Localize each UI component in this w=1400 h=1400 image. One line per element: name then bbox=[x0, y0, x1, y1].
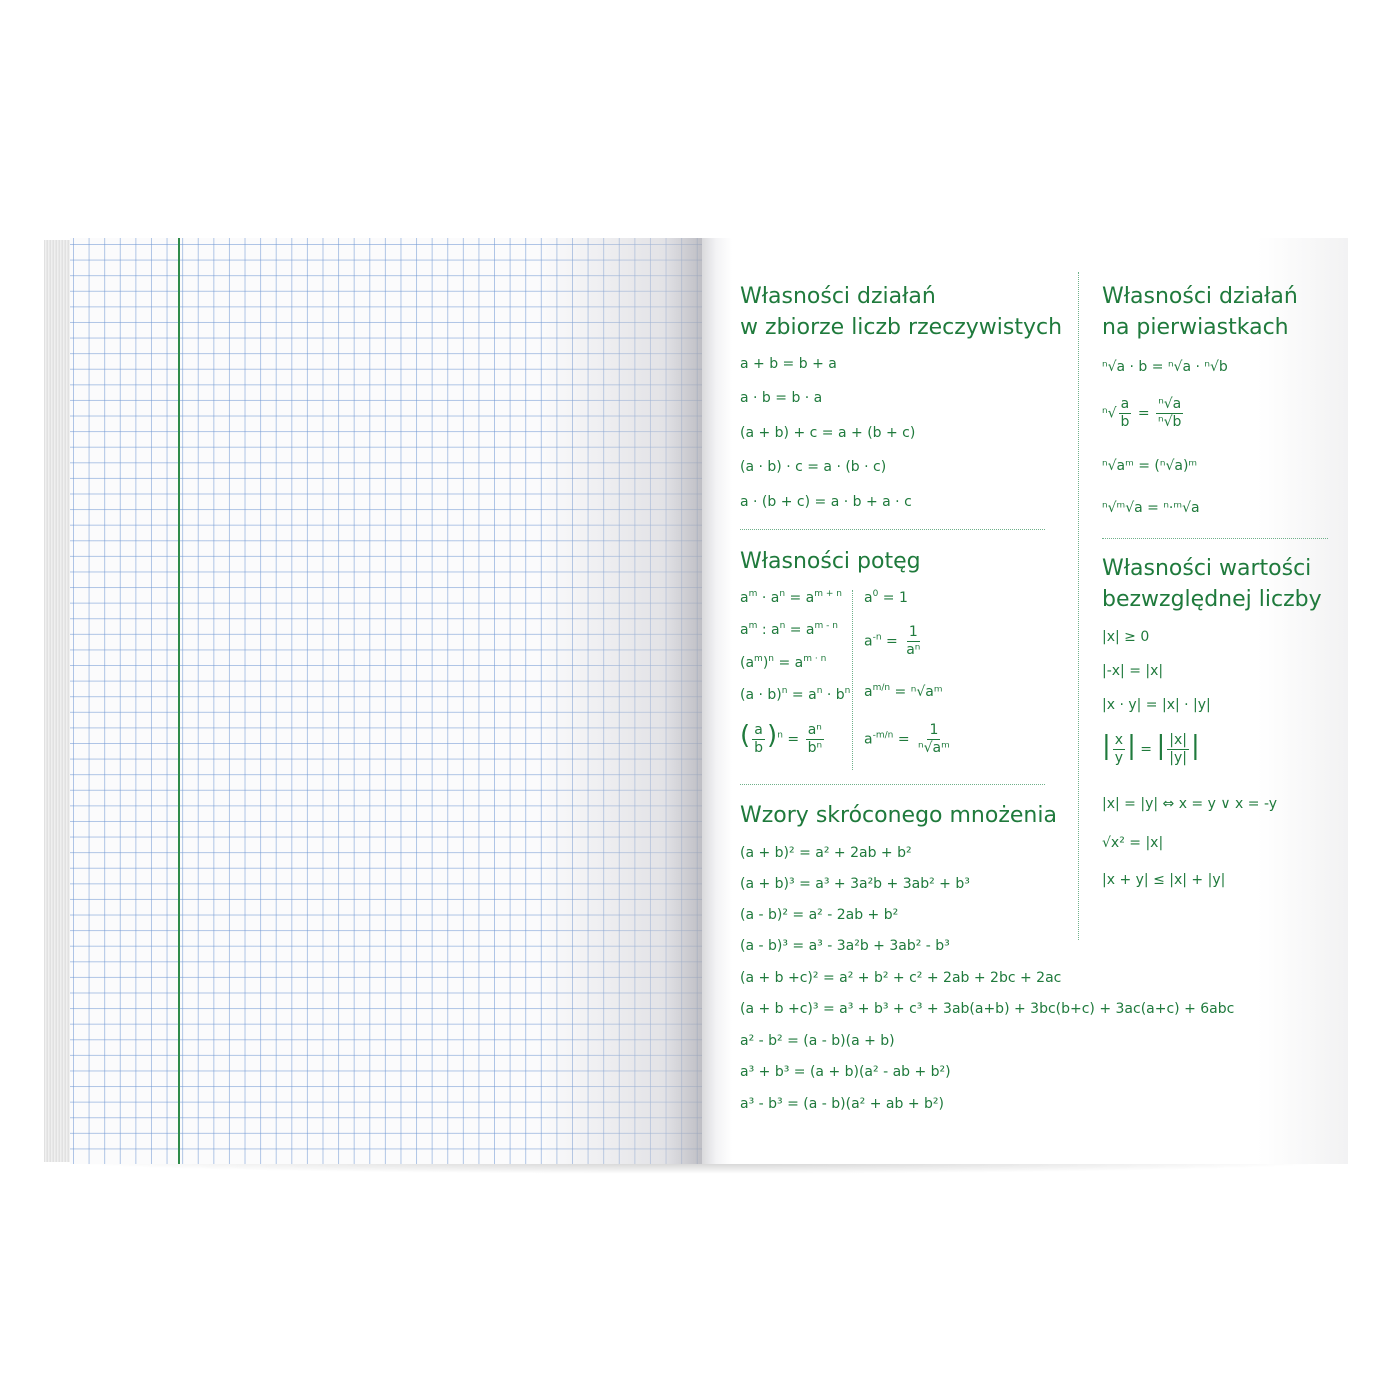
mult-formula-5: (a + b +c)² = a² + b² + c² + 2ab + 2bc + 2ac bbox=[740, 970, 1062, 986]
powers-heading: Własności potęg bbox=[740, 549, 921, 574]
powers-formula-9: $a^{-m/n}$ = $\frac{1}{\text{ⁿ√aᵐ}}$ bbox=[864, 722, 950, 756]
mult-formula-2: (a + b)³ = a³ + 3a²b + 3ab² + b³ bbox=[740, 876, 970, 892]
powers-formula-6: $a^0 = 1$ bbox=[864, 589, 908, 606]
page-edges bbox=[44, 240, 72, 1162]
mult-formula-1: (a + b)² = a² + 2ab + b² bbox=[740, 845, 912, 861]
divider-powers bbox=[740, 784, 1045, 785]
abs-formula-5: |x| = |y| ⇔ x = y ∨ x = -y bbox=[1102, 796, 1278, 812]
powers-formula-7: $a^{-n}$ = $\frac{1}{\text{aⁿ}}$ bbox=[864, 624, 921, 658]
mult-formula-6: (a + b +c)³ = a³ + b³ + c³ + 3ab(a+b) + 3bc(b+c) + 3ac(a+c) + 6abc bbox=[740, 1001, 1235, 1017]
mult-formula-9: a³ - b³ = (a - b)(a² + ab + b²) bbox=[740, 1096, 944, 1112]
powers-formula-8: $a^{m/n}$ = ⁿ√aᵐ bbox=[864, 683, 943, 700]
real-formula-4: (a · b) · c = a · (b · c) bbox=[740, 459, 887, 475]
real-formula-1: a + b = b + a bbox=[740, 356, 837, 372]
powers-formula-2: $a^m$ : $a^n = a^{m - n}$ bbox=[740, 621, 838, 638]
roots-title-line-1: Własności działań bbox=[1102, 284, 1298, 309]
abs-formula-2: |-x| = |x| bbox=[1102, 663, 1164, 679]
main-column-divider bbox=[1078, 272, 1079, 940]
divider-real bbox=[740, 529, 1045, 530]
mult-formula-8: a³ + b³ = (a + b)(a² - ab + b²) bbox=[740, 1064, 951, 1080]
roots-formula-4: ⁿ√ᵐ√a = ⁿ·ᵐ√a bbox=[1102, 500, 1200, 516]
real-formula-3: (a + b) + c = a + (b + c) bbox=[740, 425, 916, 441]
abs-title-line-1: Własności wartości bbox=[1102, 556, 1312, 581]
real-numbers-heading bbox=[740, 281, 1062, 343]
powers-formula-1: $a^m \cdot a^n = a^{m + n}$ bbox=[740, 589, 842, 606]
real-numbers-title-line-1: Własności działań bbox=[740, 284, 936, 309]
abs-title-line-2: bezwzględnej liczby bbox=[1102, 587, 1322, 612]
real-numbers-title-line-2: w zbiorze liczb rzeczywistych bbox=[740, 315, 1063, 340]
abs-formula-4: | $\frac{x}{y}$ | = | $\frac{|x|}{|y|}$ | bbox=[1102, 730, 1200, 766]
abs-formula-3: |x · y| = |x| · |y| bbox=[1102, 697, 1211, 713]
real-formula-2: a · b = b · a bbox=[740, 390, 823, 406]
absolute-value-heading bbox=[1102, 553, 1322, 615]
abs-formula-6: √x² = |x| bbox=[1102, 835, 1164, 851]
margin-line bbox=[178, 238, 180, 1164]
abs-formula-7: |x + y| ≤ |x| + |y| bbox=[1102, 872, 1226, 888]
roots-formula-1: ⁿ√a · b = ⁿ√a · ⁿ√b bbox=[1102, 359, 1228, 375]
real-formula-5: a · (b + c) = a · b + a · c bbox=[740, 494, 912, 510]
mult-formula-3: (a - b)² = a² - 2ab + b² bbox=[740, 907, 899, 923]
roots-title-line-2: na pierwiastkach bbox=[1102, 315, 1289, 340]
powers-formula-4: $(a \cdot b)^n = a^n \cdot b^n$ bbox=[740, 686, 851, 703]
mult-formula-4: (a - b)³ = a³ - 3a²b + 3ab² - b³ bbox=[740, 938, 950, 954]
powers-column-divider bbox=[852, 590, 853, 770]
powers-formula-5: ( $\frac{a}{b}$ )$^n$ = $\frac{\text{aⁿ}}{\text{bⁿ}}$ bbox=[740, 720, 823, 756]
mult-formula-7: a² - b² = (a - b)(a + b) bbox=[740, 1033, 895, 1049]
left-page-grid bbox=[70, 238, 702, 1164]
multiplication-heading: Wzory skróconego mnożenia bbox=[740, 803, 1057, 828]
roots-formula-3: ⁿ√aᵐ = (ⁿ√a)ᵐ bbox=[1102, 458, 1198, 474]
abs-formula-1: |x| ≥ 0 bbox=[1102, 629, 1150, 645]
roots-formula-2: ⁿ√ $\frac{a}{b}$ = $\frac{\text{ⁿ√a}}{\text{ⁿ√b}}$ bbox=[1102, 396, 1182, 430]
divider-roots bbox=[1102, 538, 1328, 539]
powers-formula-3: $(a^m)^n = a^{m \cdot n}$ bbox=[740, 654, 827, 671]
roots-heading bbox=[1102, 281, 1298, 343]
